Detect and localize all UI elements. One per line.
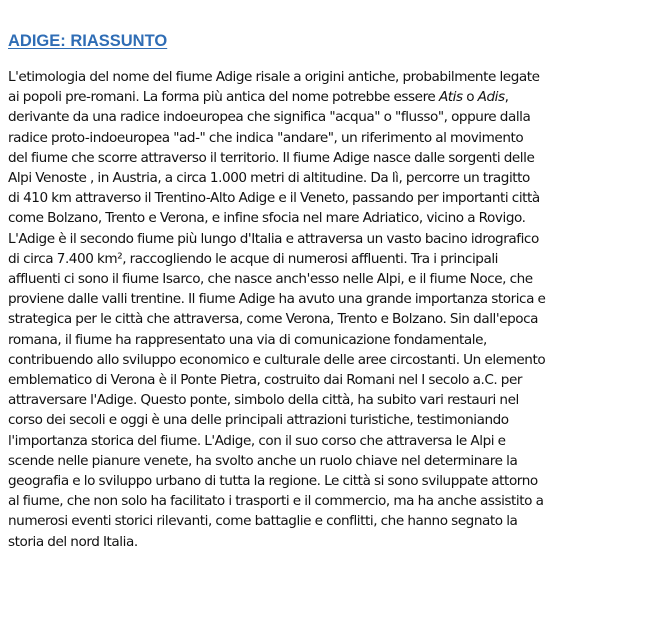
- text-line: corso dei secoli e oggi è una delle principali attrazioni turistiche, testimoniando: [8, 412, 509, 429]
- text-line: storia del nord Italia.: [8, 533, 138, 550]
- text-line: Alpi Venoste , in Austria, a circa 1.000 metri di altitudine. Da lì, percorre un tragitto: [8, 170, 530, 187]
- document-page: [8, 30, 648, 552]
- italic-name-adis: Adis: [477, 89, 505, 106]
- text-line: radice proto-indoeuropea "ad-" che indica "andare", un riferimento al movimento: [8, 129, 524, 146]
- text-line: emblematico di Verona è il Ponte Pietra, costruito dai Romani nel I secolo a.C. per: [8, 372, 523, 389]
- text-line: derivante da una radice indoeuropea che significa "acqua" o "flusso", oppure dalla: [8, 109, 531, 126]
- text-line: di 410 km attraverso il Trentino-Alto Adige e il Veneto, passando per importanti città: [8, 190, 540, 207]
- italic-name-atis: Atis: [438, 89, 463, 106]
- text-line: come Bolzano, Trento e Verona, e infine sfocia nel mare Adriatico, vicino a Rovigo.: [8, 210, 526, 227]
- text-line: attraversare l'Adige. Questo ponte, simbolo della città, ha subito vari restauri nel: [8, 392, 519, 409]
- text-line: numerosi eventi storici rilevanti, come battaglie e conflitti, che hanno segnato la: [8, 513, 518, 530]
- text-line: strategica per le città che attraversa, come Verona, Trento e Bolzano. Sin dall'epoca: [8, 311, 539, 328]
- text-line: contribuendo allo sviluppo economico e culturale delle aree circostanti. Un elemento: [8, 351, 546, 368]
- text-line: scende nelle pianure venete, ha svolto anche un ruolo chiave nel determinare la: [8, 452, 518, 469]
- text-line: del fiume che scorre attraverso il territorio. Il fiume Adige nasce dalle sorgenti delle: [8, 149, 535, 166]
- text-line: geografia e lo sviluppo urbano di tutta la regione. Le città si sono sviluppate attorno: [8, 473, 538, 490]
- text-segment: o: [462, 89, 478, 106]
- text-segment: ,: [504, 89, 509, 106]
- text-line: [8, 87, 648, 107]
- document-title: ADIGE: RIASSUNTO: [8, 32, 168, 50]
- text-line: proviene dalle valli trentine. Il fiume Adige ha avuto una grande importanza storica e: [8, 291, 546, 308]
- text-line: L'etimologia del nome del fiume Adige risale a origini antiche, probabilmente legate: [8, 69, 540, 85]
- text-line: affluenti ci sono il fiume Isarco, che nasce anch'esso nelle Alpi, e il fiume Noce, che: [8, 271, 533, 288]
- text-segment: ai popoli pre-romani. La forma più antica del nome potrebbe essere: [8, 89, 436, 106]
- text-line: al fiume, che non solo ha facilitato i trasporti e il commercio, ma ha anche assistito a: [8, 493, 544, 510]
- text-line: l'importanza storica del fiume. L'Adige, con il suo corso che attraversa le Alpi e: [8, 432, 506, 449]
- text-line: romana, il fiume ha rappresentato una via di comunicazione fondamentale,: [8, 331, 487, 348]
- text-line: di circa 7.400 km², raccogliendo le acque di numerosi affluenti. Tra i principali: [8, 250, 498, 267]
- text-line: L'Adige è il secondo fiume più lungo d'Italia e attraversa un vasto bacino idrografico: [8, 230, 539, 247]
- document-body: [8, 67, 648, 552]
